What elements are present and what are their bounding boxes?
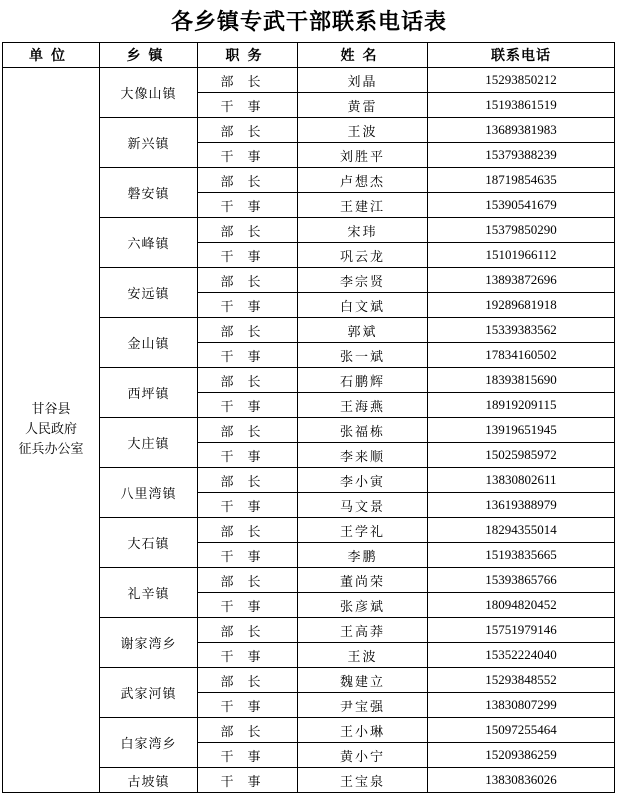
town-cell: 新兴镇	[100, 118, 198, 168]
phone-cell: 15293850212	[428, 68, 615, 93]
town-cell: 金山镇	[100, 318, 198, 368]
position-cell: 部长	[198, 518, 298, 543]
name-cell: 白文斌	[298, 293, 428, 318]
name-cell: 刘晶	[298, 68, 428, 93]
town-cell: 礼辛镇	[100, 568, 198, 618]
name-cell: 巩云龙	[298, 243, 428, 268]
name-cell: 张彦斌	[298, 593, 428, 618]
header-position: 职务	[198, 43, 298, 68]
phone-cell: 15101966112	[428, 243, 615, 268]
phone-cell: 15379850290	[428, 218, 615, 243]
name-cell: 王高莽	[298, 618, 428, 643]
phone-cell: 18393815690	[428, 368, 615, 393]
position-cell: 干事	[198, 393, 298, 418]
phone-cell: 15390541679	[428, 193, 615, 218]
unit-line: 人民政府	[24, 422, 77, 437]
position-cell: 部长	[198, 568, 298, 593]
name-cell: 黄雷	[298, 93, 428, 118]
name-cell: 黄小宁	[298, 743, 428, 768]
name-cell: 卢想杰	[298, 168, 428, 193]
position-cell: 部长	[198, 168, 298, 193]
phone-cell: 15751979146	[428, 618, 615, 643]
table-row	[3, 68, 615, 93]
header-town: 乡镇	[100, 43, 198, 68]
phone-cell: 15393865766	[428, 568, 615, 593]
position-cell: 干事	[198, 693, 298, 718]
phone-cell: 13919651945	[428, 418, 615, 443]
town-cell: 安远镇	[100, 268, 198, 318]
phone-cell: 18094820452	[428, 593, 615, 618]
position-cell: 部长	[198, 668, 298, 693]
name-cell: 王波	[298, 118, 428, 143]
name-cell: 王小琳	[298, 718, 428, 743]
phone-cell: 15293848552	[428, 668, 615, 693]
town-cell: 古坡镇	[100, 768, 198, 793]
phone-cell: 15352224040	[428, 643, 615, 668]
position-cell: 干事	[198, 143, 298, 168]
phone-cell: 13619388979	[428, 493, 615, 518]
position-cell: 干事	[198, 543, 298, 568]
position-cell: 干事	[198, 93, 298, 118]
phone-cell: 15379388239	[428, 143, 615, 168]
position-cell: 干事	[198, 193, 298, 218]
position-cell: 干事	[198, 593, 298, 618]
name-cell: 王波	[298, 643, 428, 668]
position-cell: 干事	[198, 643, 298, 668]
town-cell: 六峰镇	[100, 218, 198, 268]
header-row	[3, 43, 615, 68]
town-cell: 白家湾乡	[100, 718, 198, 768]
phone-cell: 13689381983	[428, 118, 615, 143]
name-cell: 郭斌	[298, 318, 428, 343]
position-cell: 部长	[198, 68, 298, 93]
unit-line: 甘谷县	[31, 402, 71, 417]
position-cell: 部长	[198, 418, 298, 443]
phone-cell: 15209386259	[428, 743, 615, 768]
name-cell: 王海燕	[298, 393, 428, 418]
table-body	[3, 68, 615, 793]
position-cell: 部长	[198, 468, 298, 493]
phone-cell: 18719854635	[428, 168, 615, 193]
phone-cell: 15339383562	[428, 318, 615, 343]
position-cell: 干事	[198, 293, 298, 318]
name-cell: 李宗贤	[298, 268, 428, 293]
phone-cell: 15097255464	[428, 718, 615, 743]
phone-cell: 15025985972	[428, 443, 615, 468]
unit-line: 征兵办公室	[18, 442, 84, 457]
phone-cell: 13830836026	[428, 768, 615, 793]
name-cell: 李小寅	[298, 468, 428, 493]
name-cell: 马文景	[298, 493, 428, 518]
phone-cell: 13830802611	[428, 468, 615, 493]
town-cell: 磐安镇	[100, 168, 198, 218]
phone-cell: 13893872696	[428, 268, 615, 293]
position-cell: 部长	[198, 718, 298, 743]
phone-cell: 18919209115	[428, 393, 615, 418]
position-cell: 干事	[198, 768, 298, 793]
header-name: 姓名	[298, 43, 428, 68]
town-cell: 大石镇	[100, 518, 198, 568]
header-phone: 联系电话	[428, 43, 615, 68]
header-unit: 单位	[3, 43, 100, 68]
town-cell: 八里湾镇	[100, 468, 198, 518]
phone-cell: 18294355014	[428, 518, 615, 543]
name-cell: 魏建立	[298, 668, 428, 693]
name-cell: 张一斌	[298, 343, 428, 368]
position-cell: 部长	[198, 268, 298, 293]
position-cell: 干事	[198, 343, 298, 368]
unit-cell	[3, 68, 100, 793]
name-cell: 王宝泉	[298, 768, 428, 793]
phone-cell: 19289681918	[428, 293, 615, 318]
position-cell: 部长	[198, 318, 298, 343]
town-cell: 大庄镇	[100, 418, 198, 468]
name-cell: 董尚荣	[298, 568, 428, 593]
position-cell: 干事	[198, 743, 298, 768]
name-cell: 石鹏辉	[298, 368, 428, 393]
position-cell: 部长	[198, 218, 298, 243]
name-cell: 宋玮	[298, 218, 428, 243]
phone-cell: 13830807299	[428, 693, 615, 718]
position-cell: 部长	[198, 368, 298, 393]
position-cell: 干事	[198, 443, 298, 468]
position-cell: 部长	[198, 618, 298, 643]
phone-cell: 17834160502	[428, 343, 615, 368]
position-cell: 部长	[198, 118, 298, 143]
phone-cell: 15193835665	[428, 543, 615, 568]
name-cell: 张福栋	[298, 418, 428, 443]
name-cell: 尹宝强	[298, 693, 428, 718]
name-cell: 王建江	[298, 193, 428, 218]
phone-cell: 15193861519	[428, 93, 615, 118]
town-cell: 西坪镇	[100, 368, 198, 418]
name-cell: 刘胜平	[298, 143, 428, 168]
page-title: 各乡镇专武干部联系电话表	[170, 8, 447, 35]
position-cell: 干事	[198, 243, 298, 268]
name-cell: 王学礼	[298, 518, 428, 543]
contact-table	[2, 42, 615, 793]
town-cell: 谢家湾乡	[100, 618, 198, 668]
name-cell: 李鹏	[298, 543, 428, 568]
name-cell: 李来顺	[298, 443, 428, 468]
town-cell: 大像山镇	[100, 68, 198, 118]
town-cell: 武家河镇	[100, 668, 198, 718]
position-cell: 干事	[198, 493, 298, 518]
